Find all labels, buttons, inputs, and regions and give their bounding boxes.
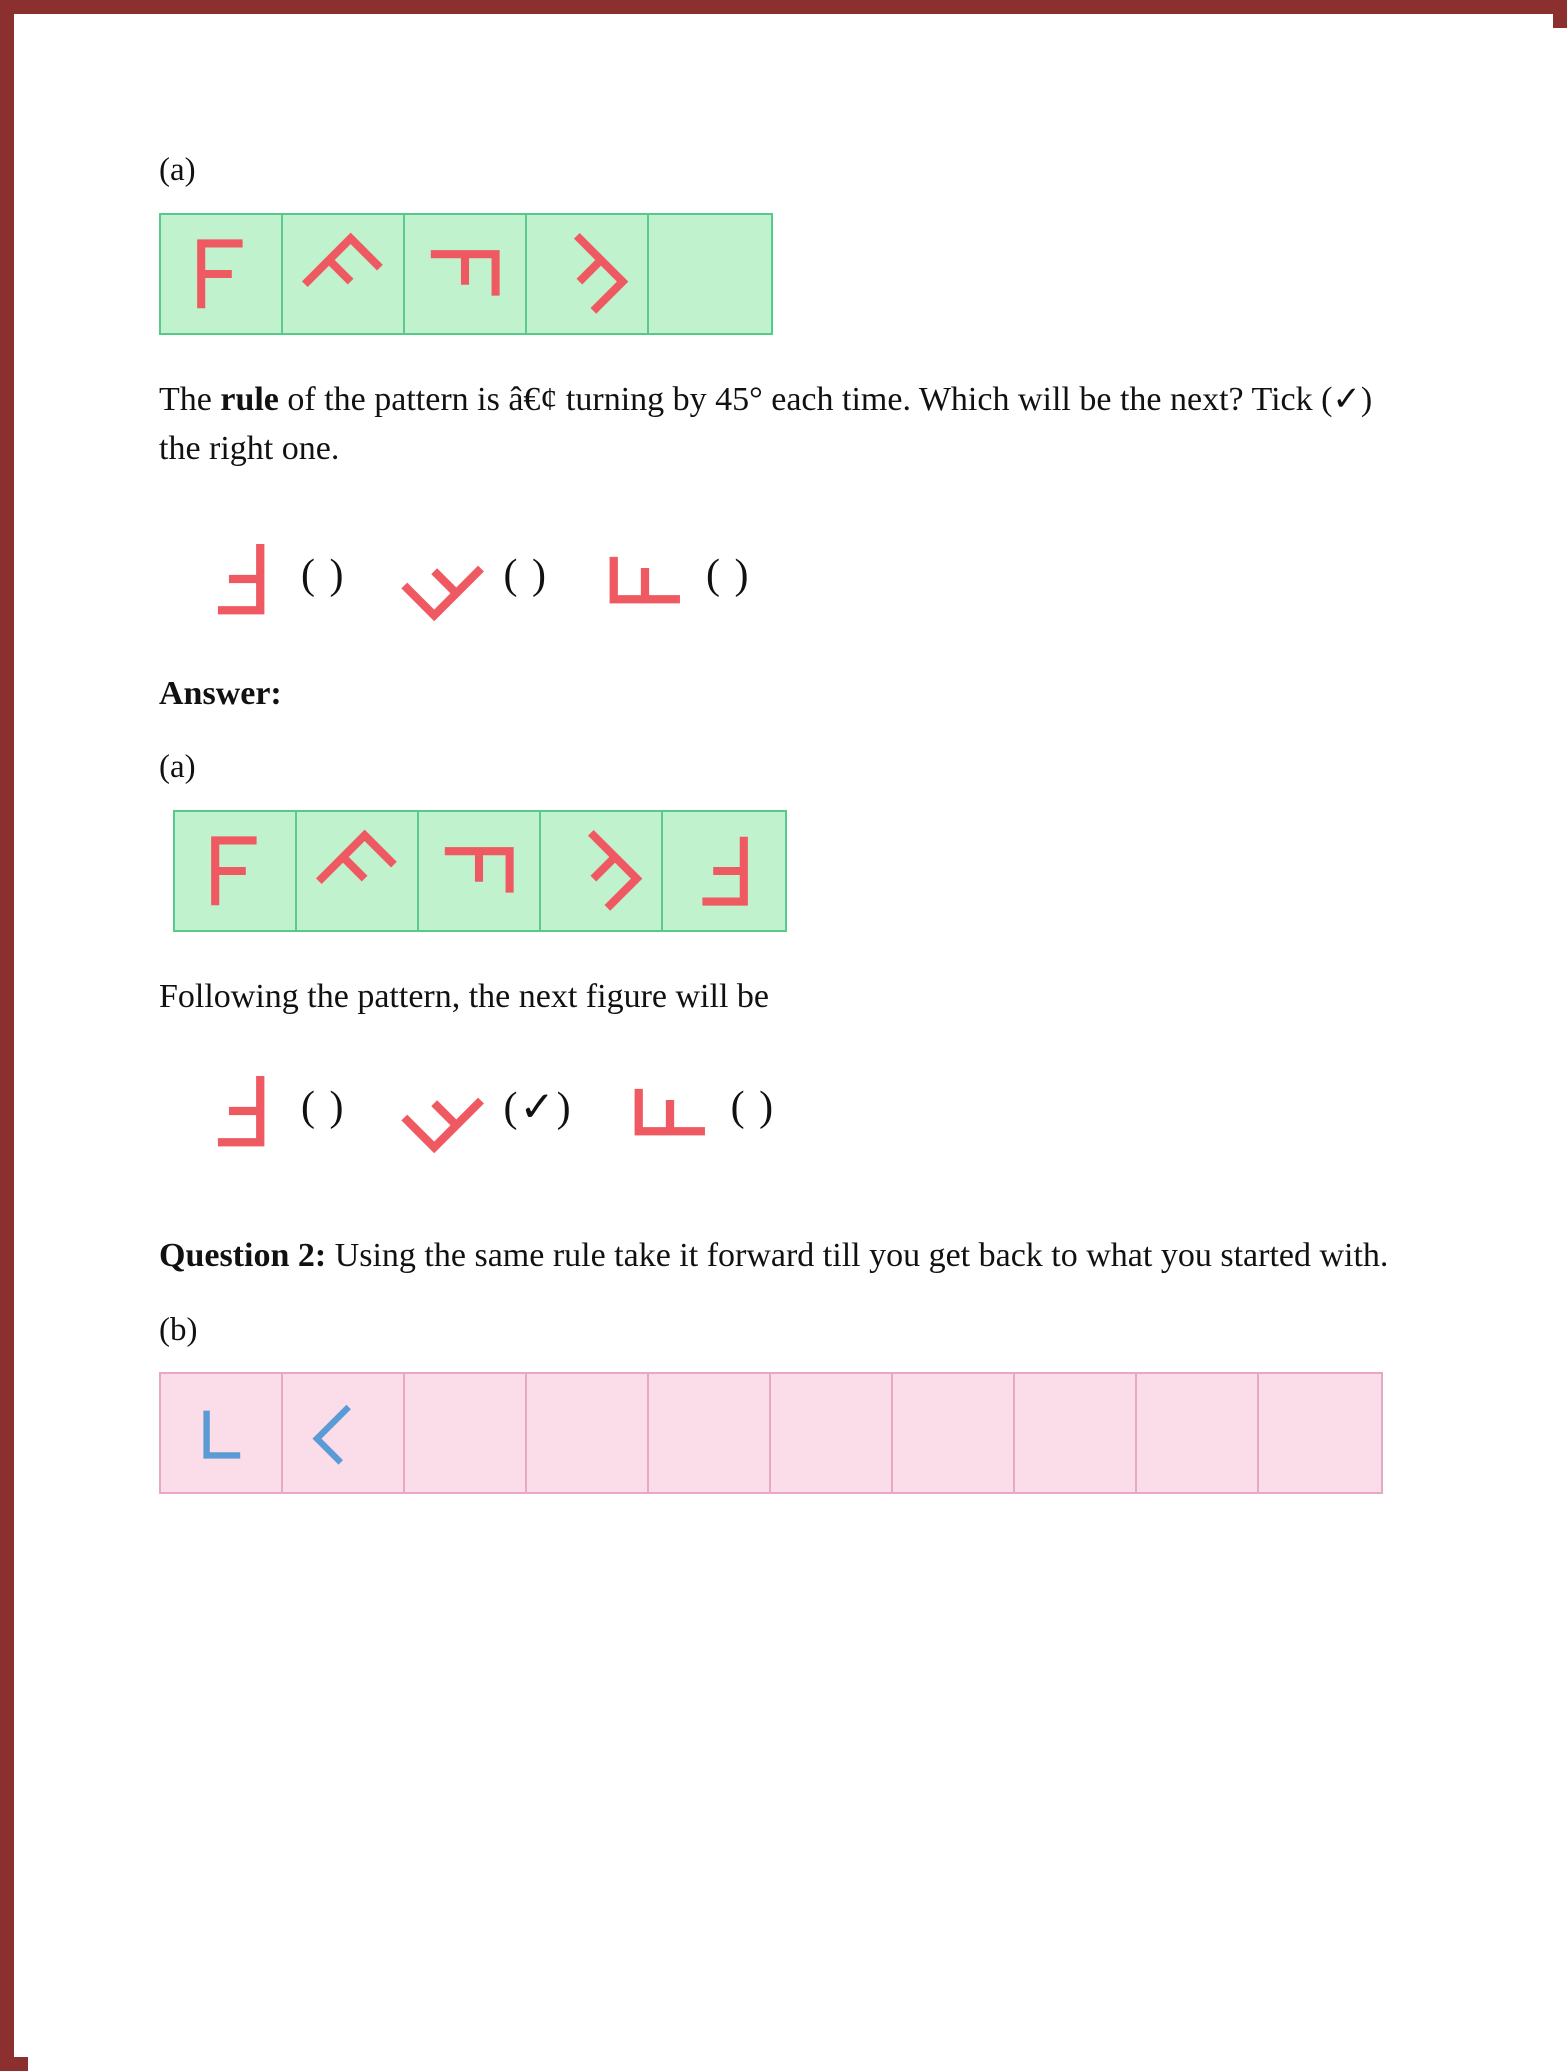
pattern-cell-empty[interactable] [527, 1374, 649, 1492]
answer-option-2-checkbox[interactable]: (✓) [503, 1085, 573, 1132]
answer-heading: Answer: [159, 675, 282, 713]
option-3-checkbox[interactable]: ( ) [705, 552, 751, 599]
pattern-cell-empty[interactable] [1137, 1374, 1259, 1492]
F-shape-icon [175, 812, 295, 930]
pattern-cell [541, 812, 663, 930]
pattern-cell-empty[interactable] [1259, 1374, 1381, 1492]
answer-caption: Following the pattern, the next figure will be [159, 978, 769, 1016]
F-shape-icon [297, 812, 417, 930]
pattern-cell-empty[interactable] [771, 1374, 893, 1492]
F-shape-icon [527, 215, 647, 333]
pattern-cell [527, 215, 649, 333]
pattern-cell [419, 812, 541, 930]
pattern-cell [663, 812, 785, 930]
pattern-cell-empty[interactable] [893, 1374, 1015, 1492]
pattern-cell-empty[interactable] [405, 1374, 527, 1492]
F-shape-icon [663, 812, 785, 930]
F-shape-icon [590, 529, 700, 629]
answer-a-label: (a) [159, 749, 196, 786]
question-2-label: Question 2: [159, 1237, 327, 1275]
question-2-paragraph [159, 1231, 1409, 1280]
options-row-answer [185, 1061, 1459, 1161]
F-shape-icon [419, 812, 539, 930]
rule-paragraph [159, 375, 1409, 474]
rule-keyword: rule [220, 380, 279, 418]
option-3[interactable] [590, 529, 750, 629]
worksheet-content [159, 151, 1459, 1494]
pattern-cell [283, 1374, 405, 1492]
F-shape-icon [283, 215, 403, 333]
rule-text-after: of the pattern is â€¢ turning by 45° each time. Which will be the next? Tick (✓) the right one. [159, 380, 1373, 467]
answer-option-3[interactable] [615, 1061, 775, 1161]
answer-option-1[interactable] [185, 1061, 345, 1161]
option-2[interactable] [387, 529, 547, 629]
L-shape-icon [283, 1374, 403, 1492]
F-shape-icon [161, 215, 281, 333]
answer-option-1-checkbox[interactable]: ( ) [301, 1084, 346, 1131]
pattern-strip-b [159, 1372, 1383, 1494]
L-shape-icon [161, 1374, 281, 1492]
F-shape-icon [541, 812, 661, 930]
pattern-cell-empty[interactable] [649, 215, 771, 333]
pattern-cell-empty[interactable] [649, 1374, 771, 1492]
option-2-checkbox[interactable]: ( ) [503, 552, 548, 599]
F-shape-icon [615, 1061, 725, 1161]
pattern-cell [405, 215, 527, 333]
rule-text-before: The [159, 380, 221, 418]
question-2-text: Using the same rule take it forward till you get back to what you started with. [326, 1237, 1389, 1275]
page-inner [28, 28, 1567, 2071]
pattern-cell [161, 1374, 283, 1492]
answer-option-2[interactable] [387, 1061, 572, 1161]
answer-option-3-checkbox[interactable]: ( ) [730, 1084, 776, 1131]
pattern-cell [283, 215, 405, 333]
F-shape-icon [387, 529, 497, 629]
option-1[interactable] [185, 529, 345, 629]
pattern-strip-question [159, 213, 773, 335]
F-shape-icon [185, 1061, 295, 1161]
pattern-cell [175, 812, 297, 930]
question-b-label: (b) [159, 1311, 198, 1348]
pattern-cell [161, 215, 283, 333]
F-shape-icon [185, 529, 295, 629]
F-shape-icon [387, 1061, 497, 1161]
options-row-question [185, 529, 1459, 629]
F-shape-icon [405, 215, 525, 333]
pattern-cell-empty[interactable] [1015, 1374, 1137, 1492]
option-1-checkbox[interactable]: ( ) [301, 552, 346, 599]
pattern-cell [297, 812, 419, 930]
question-a-label: (a) [159, 152, 196, 188]
pattern-strip-answer [173, 810, 787, 932]
